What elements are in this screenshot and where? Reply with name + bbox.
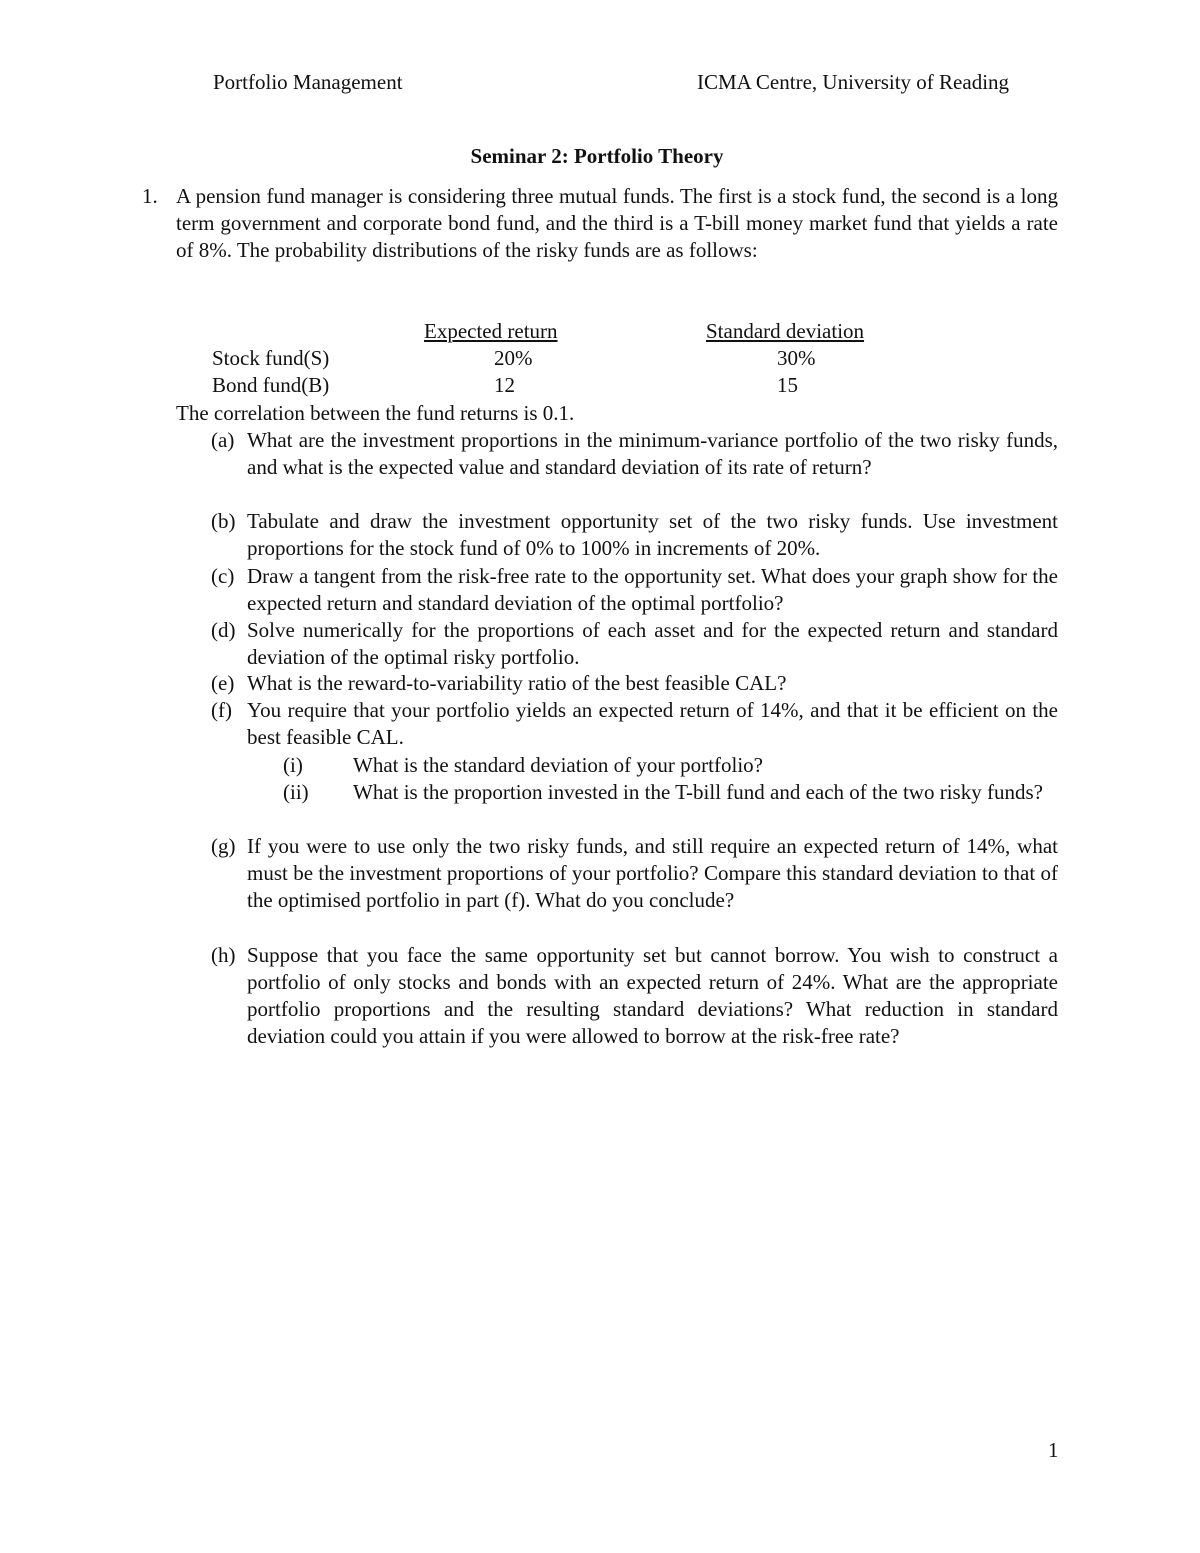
table-cell-sd: 15 [777,373,798,397]
table-row-label: Bond fund(B) [212,373,330,397]
subpart-text: What is the proportion invested in the T-bill fund and each of the two risky funds? [353,780,1043,804]
part-b [211,508,1058,562]
correlation-statement: The correlation between the fund returns is 0.1. [176,401,575,425]
table-cell-sd: 30% [777,346,816,370]
part-text: You require that your portfolio yields an expected return of 14%, and that it be efficient on the best feasible CAL. [247,698,1058,749]
part-text: If you were to use only the two risky funds, and still require an expected return of 14%, what must be the investment proportions of your portfolio? Compare this standard deviation to that of the optimised portfolio in part (f). What do you conclude? [247,834,1058,912]
part-f-sub-ii [283,779,1058,806]
table-header-standard-deviation: Standard deviation [706,319,865,343]
part-text: Suppose that you face the same opportunity set but cannot borrow. You wish to construct a portfolio of only stocks and bonds with an expected return of 24%. What are the appropriate portfolio proportions and the resulting standard deviations? What reduction in standard deviation could you attain if you were allowed to borrow at the risk-free rate? [247,943,1058,1048]
question-number: 1. [142,184,158,208]
part-e [211,670,1058,697]
subpart-label: (i) [283,753,303,777]
page-number: 1 [1048,1438,1059,1462]
part-label: (f) [211,698,232,722]
part-text: Tabulate and draw the investment opportunity set of the two risky funds. Use investment proportions for the stock fund of 0% to 100% in increments of 20%. [247,509,1058,560]
part-label: (a) [211,428,235,452]
table-cell-expected: 20% [494,346,533,370]
table-cell-expected: 12 [494,373,515,397]
part-text: Draw a tangent from the risk-free rate to the opportunity set. What does your graph show for the expected return and standard deviation of the optimal portfolio? [247,564,1058,615]
subpart-text: What is the standard deviation of your portfolio? [353,753,763,777]
part-a [211,427,1058,481]
part-label: (d) [211,618,236,642]
header-institution: ICMA Centre, University of Reading [697,70,1010,94]
question-intro: A pension fund manager is considering three mutual funds. The first is a stock fund, the second is a long term government and corporate bond fund, and the third is a T-bill money market fund that yields a rate of 8%. The probability distributions of the risky funds are as follows: [176,184,1058,262]
table-row-label: Stock fund(S) [212,346,330,370]
part-label: (c) [211,564,235,588]
part-label: (h) [211,943,236,967]
part-d [211,617,1058,671]
table-header-expected-return: Expected return [424,319,558,343]
part-text: Solve numerically for the proportions of each asset and for the expected return and standard deviation of the optimal risky portfolio. [247,618,1058,669]
part-f [211,697,1058,751]
part-h [211,942,1058,1050]
part-f-sub-i [283,752,1058,779]
part-text: What are the investment proportions in the minimum-variance portfolio of the two risky funds, and what is the expected value and standard deviation of its rate of return? [247,428,1058,479]
page-title: Seminar 2: Portfolio Theory [470,144,724,168]
part-label: (g) [211,834,236,858]
subpart-label: (ii) [283,780,309,804]
part-label: (e) [211,671,235,695]
part-text: What is the reward-to-variability ratio of the best feasible CAL? [247,671,787,695]
part-c [211,563,1058,617]
header-course: Portfolio Management [213,70,403,94]
part-g [211,833,1058,914]
part-label: (b) [211,509,236,533]
